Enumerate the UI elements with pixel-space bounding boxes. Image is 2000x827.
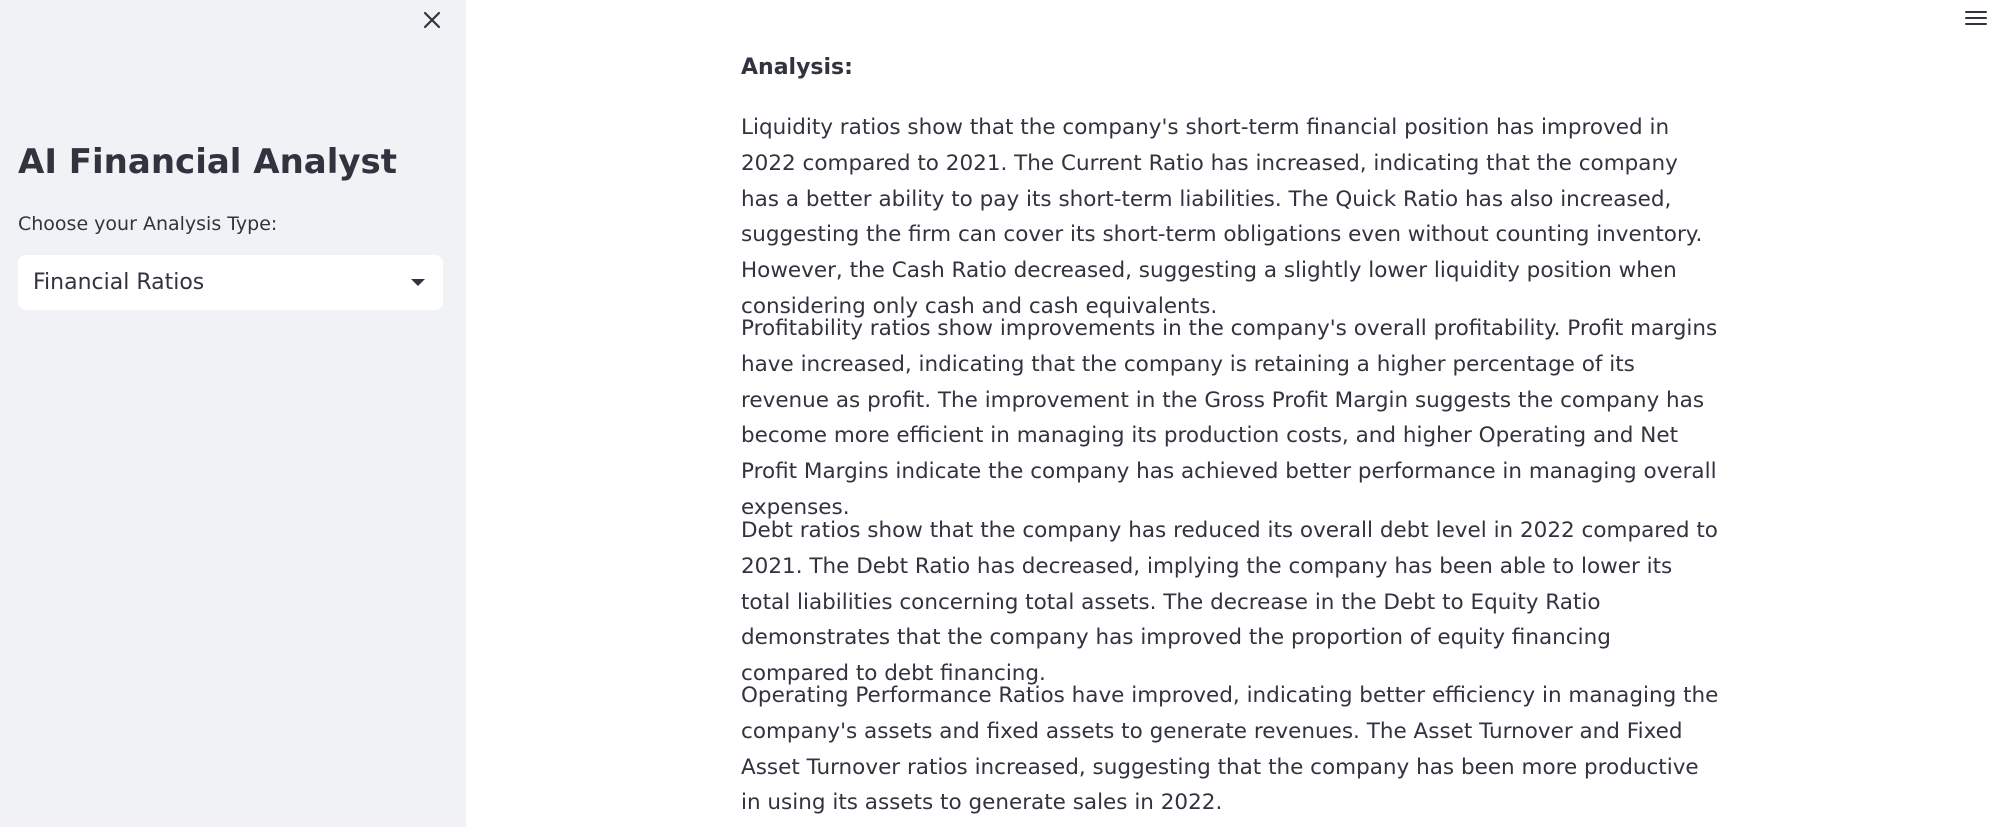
main-menu-button[interactable]	[1962, 4, 1990, 32]
app-title: AI Financial Analyst	[18, 142, 398, 182]
analysis-heading: Analysis:	[741, 55, 853, 80]
hamburger-menu-icon	[1964, 8, 1988, 28]
close-sidebar-button[interactable]	[416, 4, 448, 36]
analysis-type-select[interactable]	[18, 255, 443, 310]
analysis-paragraph-liquidity: Liquidity ratios show that the company's short-term financial position has improved in 2022 compared to 2021. The Current Ratio has increased, indicating that the company has a better ability to pay its short-term liabilities. The Quick Ratio has also increased, suggesting the firm can cover its short-term obligations even without counting inventory. However, the Cash Ratio decreased, suggesting a slightly lower liquidity position when considering only cash and cash equivalents.	[741, 115, 1703, 319]
sidebar	[0, 0, 466, 827]
caret-down-icon	[411, 279, 425, 286]
analysis-type-selected-value: Financial Ratios	[33, 270, 205, 295]
analysis-paragraph-debt: Debt ratios show that the company has reduced its overall debt level in 2022 compared to 2021. The Debt Ratio has decreased, implying the company has been able to lower its total liabilities concerning total assets. The decrease in the Debt to Equity Ratio demonstrates that the company has improved the proportion of equity financing compared to debt financing.	[741, 518, 1718, 687]
analysis-paragraph-operating-performance: Operating Performance Ratios have improved, indicating better efficiency in managing the company's assets and fixed assets to generate revenues. The Asset Turnover and Fixed Asset Turnover ratios increased, suggesting that the company has been more productive in using its assets to generate sales in 2022.	[741, 683, 1719, 816]
analysis-type-label: Choose your Analysis Type:	[18, 213, 278, 235]
analysis-paragraph-profitability: Profitability ratios show improvements in the company's overall profitability. Profit margins have increased, indicating that the company is retaining a higher percentage of its revenue as profit. The improvement in the Gross Profit Margin suggests the company has become more efficient in managing its production costs, and higher Operating and Net Profit Margins indicate the company has achieved better performance in managing overall expenses.	[741, 316, 1718, 520]
close-icon	[422, 10, 442, 30]
